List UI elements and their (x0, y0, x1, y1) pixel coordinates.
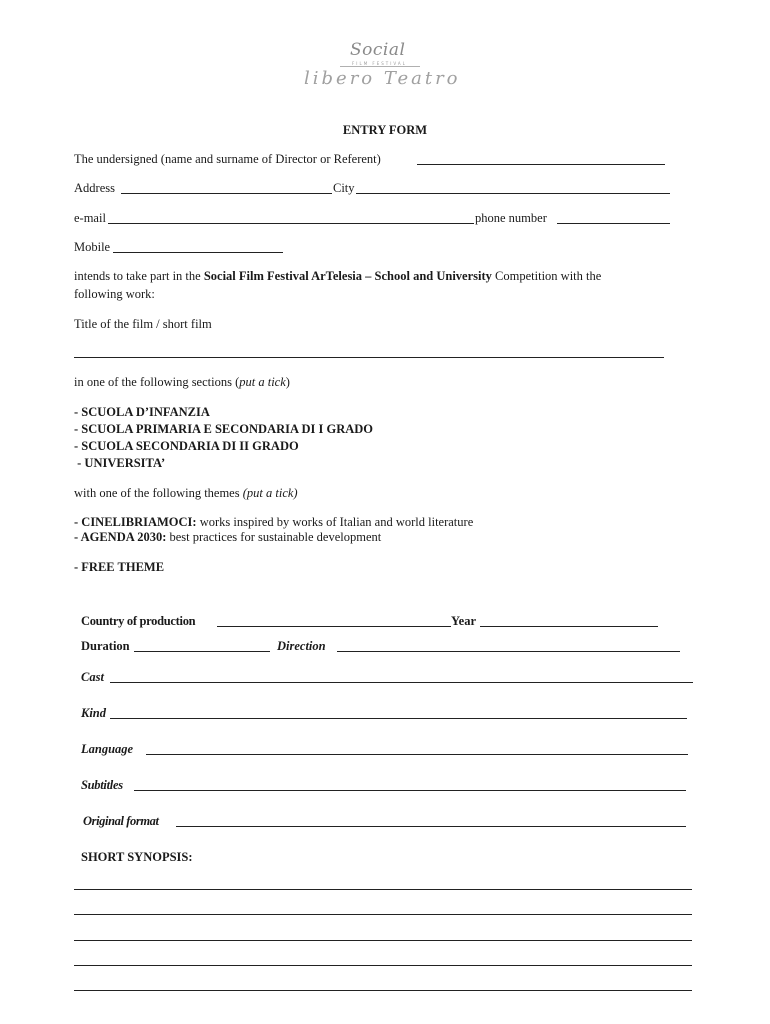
country-field[interactable] (217, 626, 451, 627)
sections-label-text: in one of the following sections ( (74, 375, 240, 389)
form-title: ENTRY FORM (342, 123, 428, 137)
email-label: e-mail (74, 211, 106, 225)
cast-field[interactable] (110, 682, 693, 683)
synopsis-line[interactable] (74, 889, 692, 890)
sections-label (74, 375, 290, 390)
theme-option[interactable] (74, 530, 381, 545)
synopsis-line[interactable] (74, 914, 692, 915)
synopsis-label: SHORT SYNOPSIS: (81, 850, 193, 864)
email-field[interactable] (108, 223, 474, 224)
year-label: Year (451, 614, 476, 628)
section-option[interactable]: - SCUOLA PRIMARIA E SECONDARIA DI I GRADO (74, 422, 373, 436)
theme-description: works inspired by works of Italian and world literature (196, 515, 474, 529)
logo-social-text: Social (350, 40, 406, 60)
festival-logo (300, 40, 470, 100)
themes-hint: (put a tick) (242, 486, 298, 500)
theme-name: - CINELIBRIAMOCI: (74, 515, 197, 529)
language-label: Language (81, 742, 134, 756)
themes-label-text: with one of the following themes (74, 486, 243, 500)
sections-close: ) (285, 375, 290, 389)
section-option[interactable]: - SCUOLA SECONDARIA DI II GRADO (74, 439, 299, 453)
synopsis-line[interactable] (74, 990, 692, 991)
subtitles-label: Subtitles (81, 778, 123, 792)
synopsis-line[interactable] (74, 940, 692, 941)
film-title-label: Title of the film / short film (74, 317, 212, 331)
kind-field[interactable] (110, 718, 687, 719)
duration-field[interactable] (134, 651, 270, 652)
kind-label: Kind (81, 706, 107, 720)
duration-label: Duration (81, 639, 130, 653)
sections-hint: put a tick (239, 375, 286, 389)
original-format-label: Original format (83, 814, 159, 828)
theme-description: best practices for sustainable development (166, 530, 382, 544)
language-field[interactable] (146, 754, 688, 755)
phone-field[interactable] (557, 223, 670, 224)
intends-festival-name: Social Film Festival ArTelesia – School and University (203, 269, 492, 283)
mobile-field[interactable] (113, 252, 283, 253)
mobile-label: Mobile (74, 240, 111, 254)
section-option[interactable]: - UNIVERSITA’ (74, 456, 166, 470)
phone-label: phone number (475, 211, 547, 225)
address-label: Address (74, 181, 115, 195)
film-title-field[interactable] (74, 357, 664, 358)
logo-subtitle: FILM FESTIVAL (352, 61, 407, 66)
city-label: City (333, 181, 355, 195)
year-field[interactable] (480, 626, 658, 627)
intends-pre: intends to take part in the (74, 269, 204, 283)
intends-text (74, 269, 601, 284)
logo-libero-text: libero Teatro (304, 68, 461, 89)
city-field[interactable] (356, 193, 670, 194)
synopsis-line[interactable] (74, 965, 692, 966)
direction-field[interactable] (337, 651, 680, 652)
direction-label: Direction (277, 639, 326, 653)
theme-option[interactable] (74, 515, 473, 530)
original-format-field[interactable] (176, 826, 686, 827)
undersigned-label: The undersigned (name and surname of Director or Referent) (74, 152, 381, 166)
theme-name: - AGENDA 2030: (74, 530, 167, 544)
logo-divider (340, 66, 420, 67)
address-field[interactable] (121, 193, 332, 194)
section-option[interactable]: - SCUOLA D’INFANZIA (74, 405, 210, 419)
free-theme-option[interactable]: - FREE THEME (74, 560, 165, 574)
country-label: Country of production (81, 614, 196, 628)
themes-label (74, 486, 298, 501)
intends-line2: following work: (74, 287, 155, 301)
cast-label: Cast (81, 670, 104, 684)
subtitles-field[interactable] (134, 790, 686, 791)
intends-post: Competition with the (491, 269, 602, 283)
undersigned-field[interactable] (417, 164, 665, 165)
